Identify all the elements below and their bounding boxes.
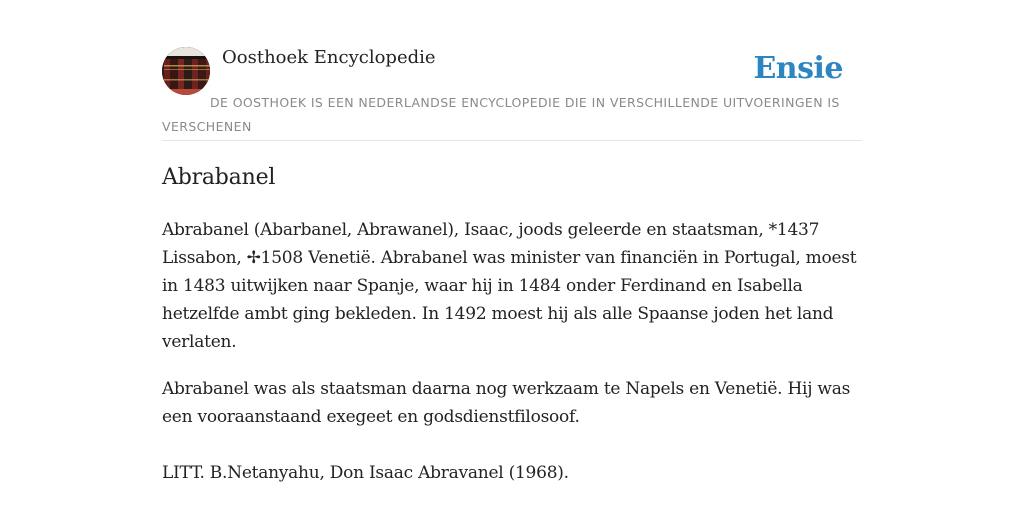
source-header	[162, 44, 862, 141]
source-title[interactable]: Oosthoek Encyclopedie	[222, 47, 436, 68]
article-literature: LITT. B.Netanyahu, Don Isaac Abravanel (1968).	[162, 463, 569, 483]
article	[162, 162, 867, 487]
brand-logo[interactable]: Ensie	[753, 51, 843, 86]
article-paragraph: Abrabanel (Abarbanel, Abrawanel), Isaac, joods geleerde en staatsman, *1437 Lissabon, ✢1508 Venetië. Abrabanel was minister van financiën in Portugal, moest in 1483 uitwijken naar Spanje, waar hij in 1484 onder Ferdinand en Isabella hetzelfde ambt ging bekleden. In 1492 moest hij als alle Spaanse joden het land verlaten.	[162, 220, 857, 352]
source-description: DE OOSTHOEK IS EEN NEDERLANDSE ENCYCLOPEDIE DIE IN VERSCHILLENDE UITVOERINGEN IS VERSCHENEN	[162, 95, 840, 134]
article-paragraph: Abrabanel was als staatsman daarna nog werkzaam te Napels en Venetië. Hij was een vooraanstaand exegeet en godsdienstfilosoof.	[162, 379, 851, 427]
article-title: Abrabanel	[162, 165, 276, 190]
encyclopedia-books-icon[interactable]	[162, 47, 210, 95]
